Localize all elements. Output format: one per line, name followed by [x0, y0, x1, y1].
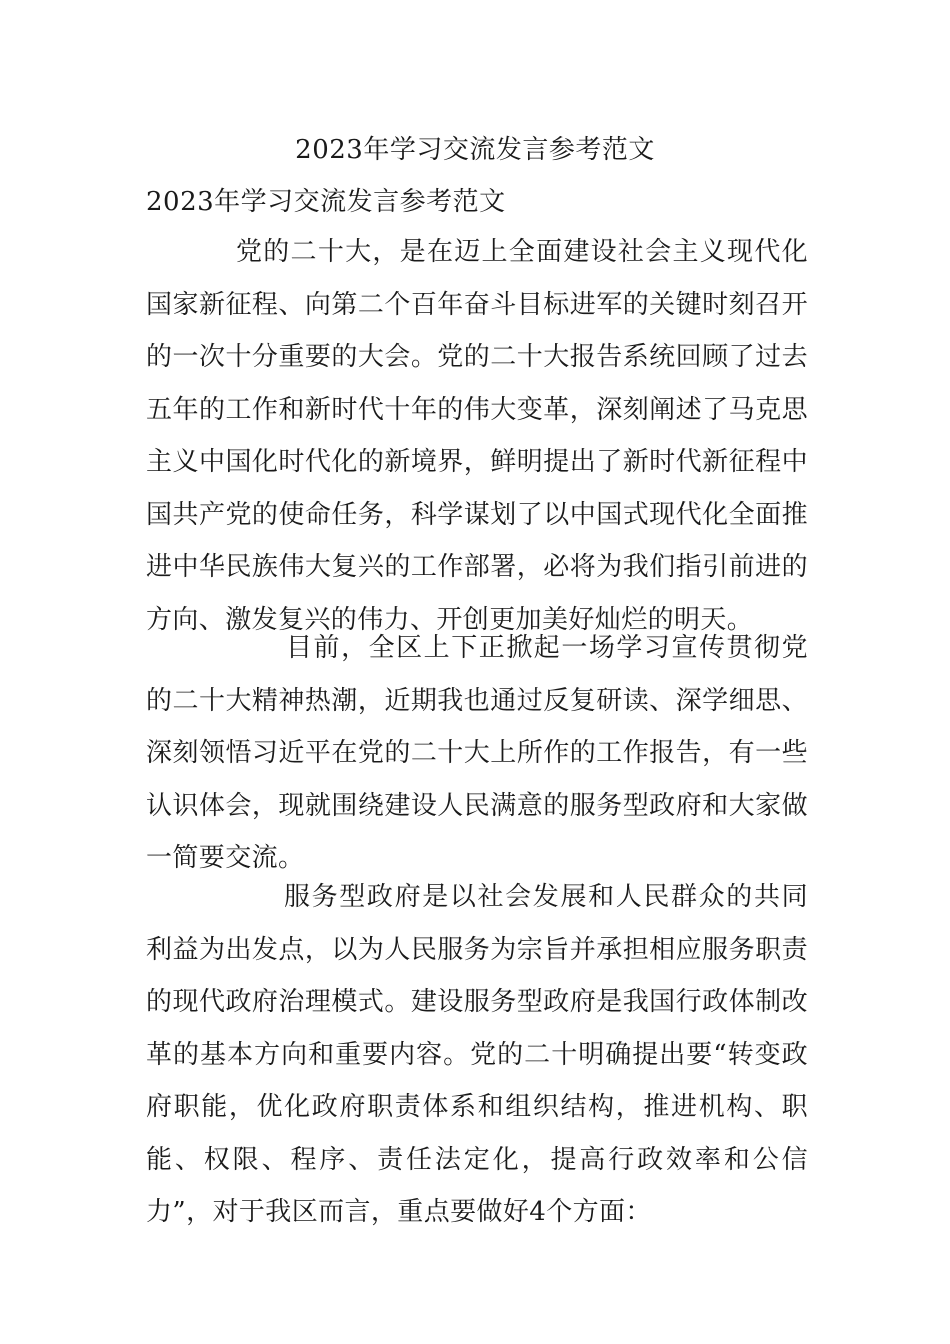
paragraph-3: 服务型政府是以社会发展和人民群众的共同利益为出发点，以为人民服务为宗旨并承担相应服务职责的现代政府治理模式。建设服务型政府是我国行政体制改革的基本方向和重要内容。党的二十明确提出要“转变政府职能，优化政府职责体系和组织结构，推进机构、职能、权限、程序、责任法定化，提高行政效率和公信力”，对于我区而言，重点要做好4个方面：: [146, 882, 808, 1227]
paragraph-2: 目前，全区上下正掀起一场学习宣传贯彻党的二十大精神热潮，近期我也通过反复研读、深学细思、深刻领悟习近平在党的二十大上所作的工作报告，有一些认识体会，现就围绕建设人民满意的服务型政府和大家做一简要交流。: [146, 633, 808, 873]
paragraph-1: 党的二十大，是在迈上全面建设社会主义现代化国家新征程、向第二个百年奋斗目标进军的关键时刻召开的一次十分重要的大会。党的二十大报告系统回顾了过去五年的工作和新时代十年的伟大变革，深刻阐述了马克思主义中国化时代化的新境界，鲜明提出了新时代新征程中国共产党的使命任务，科学谋划了以中国式现代化全面推进中华民族伟大复兴的工作部署，必将为我们指引前进的方向、激发复兴的伟力、开创更加美好灿烂的明天。: [146, 237, 808, 635]
document-subtitle: 2023年学习交流发言参考范文: [146, 187, 506, 217]
document-title: 2023年学习交流发言参考范文: [295, 135, 655, 165]
